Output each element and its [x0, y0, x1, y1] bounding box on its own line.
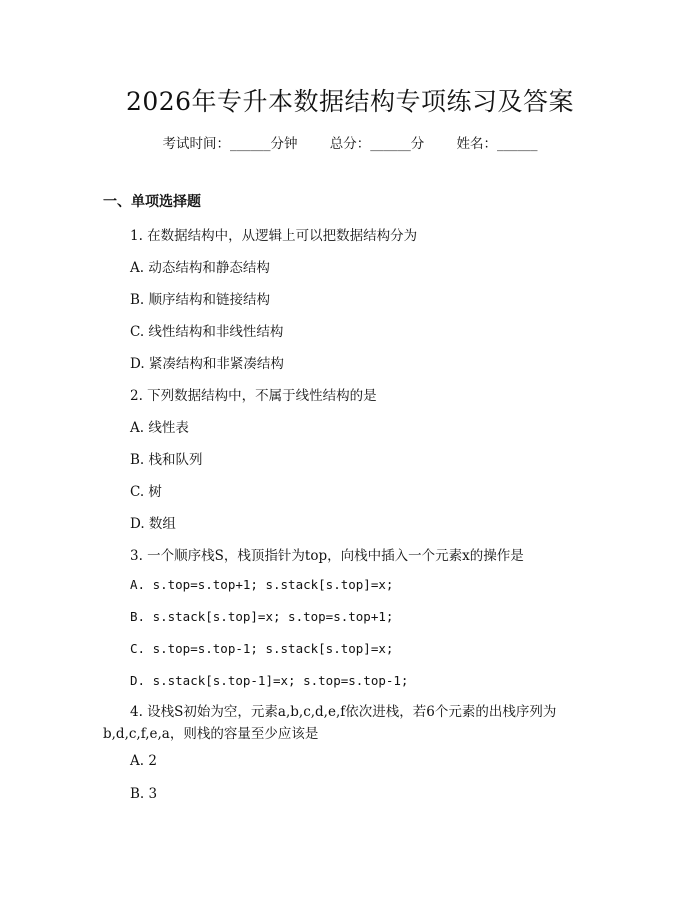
question-1-option-d: D. 紧凑结构和非紧凑结构 [130, 356, 284, 372]
question-3-option-d: D. s.stack[s.top-1]=x; s.top=s.top-1; [130, 673, 409, 688]
question-4-option-b: B. 3 [130, 786, 158, 802]
question-2-option-a: A. 线性表 [130, 420, 189, 436]
question-3-option-b: B. s.stack[s.top]=x; s.top=s.top+1; [130, 609, 394, 624]
exam-meta [0, 132, 700, 152]
question-3-stem: 3. 一个顺序栈S，栈顶指针为top，向栈中插入一个元素x的操作是 [130, 548, 524, 564]
exam-time-field: 考试时间：______分钟 [162, 136, 298, 152]
question-4-option-a: A. 2 [130, 753, 157, 769]
question-1-option-c: C. 线性结构和非线性结构 [130, 324, 284, 340]
document-title: 2026年专升本数据结构专项练习及答案 [125, 87, 575, 116]
question-3-option-c: C. s.top=s.top-1; s.stack[s.top]=x; [130, 641, 394, 656]
question-2-option-c: C. 树 [130, 484, 162, 500]
total-score-field: 总分：______分 [329, 136, 425, 152]
question-1-stem: 1. 在数据结构中，从逻辑上可以把数据结构分为 [130, 228, 418, 244]
question-1-option-a: A. 动态结构和静态结构 [130, 260, 270, 276]
section-heading-single-choice: 一、单项选择题 [103, 194, 201, 210]
question-2-option-d: D. 数组 [130, 516, 176, 532]
question-1-option-b: B. 顺序结构和链接结构 [130, 292, 271, 308]
question-2-stem: 2. 下列数据结构中，不属于线性结构的是 [130, 388, 377, 404]
name-field: 姓名：______ [456, 136, 538, 152]
question-2-option-b: B. 栈和队列 [130, 452, 203, 468]
question-3-option-a: A. s.top=s.top+1; s.stack[s.top]=x; [130, 577, 394, 592]
question-4-stem: 4. 设栈S初始为空，元素a,b,c,d,e,f依次进栈，若6个元素的出栈序列为b,d,c,f,e,a，则栈的容量至少应该是 [103, 704, 557, 742]
